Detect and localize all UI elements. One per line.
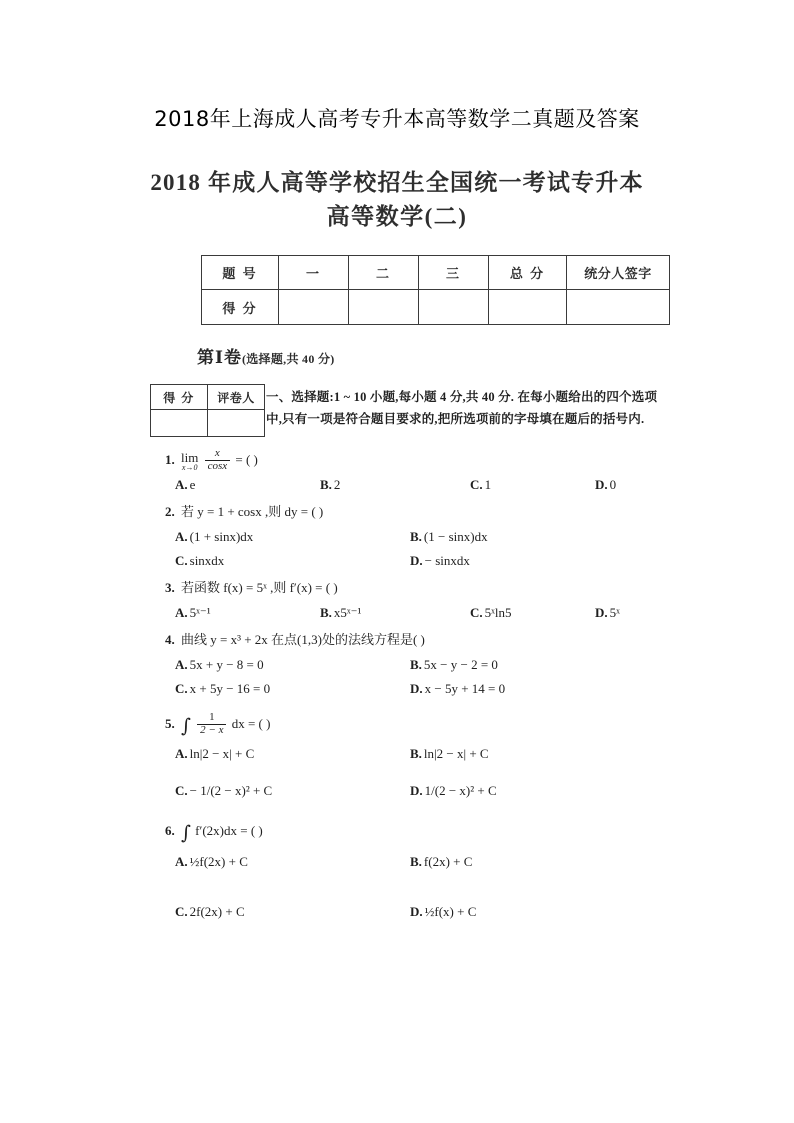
option-b[interactable]	[410, 847, 765, 877]
question-6-text: f′(2x)dx = ( )	[195, 823, 263, 839]
table-row-values	[202, 290, 670, 325]
question-4-number: 4.	[165, 632, 175, 648]
option-b[interactable]	[410, 525, 765, 549]
option-b-text: x5ˣ⁻¹	[333, 605, 362, 621]
option-a-letter: A.	[175, 605, 188, 621]
option-c-letter: C.	[175, 553, 188, 569]
option-b[interactable]	[410, 653, 765, 677]
exam-heading-line2: 高等数学(二)	[326, 204, 468, 229]
option-b-text: 2	[333, 477, 341, 493]
option-d-letter: D.	[410, 553, 423, 569]
option-b-text: ln|2 − x| + C	[423, 746, 489, 762]
option-c[interactable]	[175, 897, 410, 927]
option-d-letter: D.	[595, 605, 608, 621]
option-b-letter: B.	[320, 477, 332, 493]
option-b[interactable]	[320, 473, 340, 497]
option-b-letter: B.	[410, 529, 422, 545]
option-c-letter: C.	[470, 477, 483, 493]
option-d[interactable]	[595, 473, 616, 497]
question-4-options	[165, 653, 765, 701]
option-d-letter: D.	[410, 681, 423, 697]
question-5	[165, 707, 765, 808]
grader-box-score-label: 得 分	[151, 385, 208, 410]
score-cell-3[interactable]	[419, 290, 489, 325]
option-c[interactable]	[175, 549, 410, 573]
question-3-options	[165, 601, 765, 625]
question-2-number: 2.	[165, 504, 175, 520]
option-d-letter: D.	[410, 783, 423, 799]
option-d[interactable]	[595, 601, 620, 625]
option-a-letter: A.	[175, 854, 188, 870]
exam-heading	[0, 168, 794, 233]
option-a[interactable]	[175, 847, 410, 877]
option-b-letter: B.	[410, 746, 422, 762]
option-a[interactable]	[175, 525, 410, 549]
page-title: 2018年上海成人高考专升本高等数学二真题及答案	[154, 107, 640, 131]
score-table-col-3: 三	[419, 256, 489, 290]
option-c-text: x + 5y − 16 = 0	[189, 681, 271, 697]
option-d-text: 5ˣ	[609, 605, 620, 621]
score-table-row-label-2: 得 分	[202, 290, 279, 325]
section-instruction: 一、选择题:1 ~ 10 小题,每小题 4 分,共 40 分. 在每小题给出的四个选项中,只有一项是符合题目要求的,把所选项前的字母填在题后的括号内.	[266, 390, 658, 426]
question-4-text: 曲线 y = x³ + 2x 在点(1,3)处的法线方程是( )	[181, 632, 425, 648]
question-3-text: 若函数 f(x) = 5ˣ ,则 f′(x) = ( )	[181, 580, 338, 596]
option-c-letter: C.	[470, 605, 483, 621]
question-6-stem	[165, 816, 765, 847]
option-d-text: 0	[609, 477, 617, 493]
question-5-stem	[165, 707, 765, 742]
option-c-letter: C.	[175, 783, 188, 799]
score-table-row-label-1: 题 号	[202, 256, 279, 290]
grader-box-score-value[interactable]	[151, 410, 208, 437]
question-1-answer-blank: = ( )	[235, 452, 258, 467]
option-d-text: x − 5y + 14 = 0	[424, 681, 506, 697]
option-b-text: 5x − y − 2 = 0	[423, 657, 498, 673]
option-c[interactable]	[175, 677, 410, 701]
score-table-col-2: 二	[349, 256, 419, 290]
question-3-stem	[165, 575, 765, 601]
option-b-letter: B.	[320, 605, 332, 621]
limit-operator	[181, 451, 198, 472]
option-d-letter: D.	[410, 904, 423, 920]
option-a-text: 5ˣ⁻¹	[189, 605, 211, 621]
question-3-number: 3.	[165, 580, 175, 596]
question-5-text: dx = ( )	[231, 716, 271, 732]
option-a-letter: A.	[175, 657, 188, 673]
fraction-denominator: 2 − x	[200, 723, 224, 736]
score-cell-signature[interactable]	[567, 290, 670, 325]
option-a-text: (1 + sinx)dx	[189, 529, 254, 545]
option-d-letter: D.	[595, 477, 608, 493]
option-c-letter: C.	[175, 904, 188, 920]
table-row-header	[151, 385, 265, 410]
integral-sign: ∫	[181, 715, 191, 738]
option-c-text: 1	[484, 477, 492, 493]
option-a-text: 5x + y − 8 = 0	[189, 657, 264, 673]
question-list	[165, 447, 765, 929]
option-d-text: 1/(2 − x)² + C	[424, 783, 497, 799]
option-c-text: 5ˣln5	[484, 605, 512, 621]
option-d-text: ½f(x) + C	[424, 904, 477, 920]
fraction	[197, 712, 226, 736]
question-2-stem	[165, 499, 765, 525]
question-6-options	[165, 847, 765, 927]
question-2-options	[165, 525, 765, 573]
integral-sign: ∫	[181, 822, 191, 845]
question-1-stem	[165, 447, 765, 473]
question-5-number: 5.	[165, 716, 175, 732]
question-2-text: 若 y = 1 + cosx ,则 dy = ( )	[181, 504, 324, 520]
option-c-text: − 1/(2 − x)² + C	[189, 783, 273, 799]
option-c-text: 2f(2x) + C	[189, 904, 245, 920]
score-table-col-total: 总 分	[489, 256, 567, 290]
section-heading-subtitle: (选择题,共 40 分)	[241, 352, 335, 366]
option-a-letter: A.	[175, 529, 188, 545]
score-cell-total[interactable]	[489, 290, 567, 325]
option-d[interactable]	[410, 549, 765, 573]
grader-box-grader-label: 评卷人	[208, 385, 265, 410]
question-6	[165, 816, 765, 927]
option-b-letter: B.	[410, 657, 422, 673]
score-table	[201, 255, 670, 325]
limit-lim-text: lim	[181, 449, 199, 465]
option-b-text: f(2x) + C	[423, 854, 473, 870]
question-4	[165, 627, 765, 701]
question-6-number: 6.	[165, 823, 175, 839]
fraction-numerator: x	[205, 448, 231, 461]
option-c[interactable]	[470, 473, 491, 497]
question-1-number: 1.	[165, 452, 175, 467]
score-table-col-signature: 统分人签字	[567, 256, 670, 290]
table-row-values	[151, 410, 265, 437]
limit-subscript: x→0	[181, 462, 198, 472]
fraction-denominator: cosx	[207, 459, 228, 472]
score-cell-2[interactable]	[349, 290, 419, 325]
option-b-letter: B.	[410, 854, 422, 870]
option-b[interactable]	[320, 601, 361, 625]
table-row-header	[202, 256, 670, 290]
option-a[interactable]	[175, 601, 211, 625]
option-d[interactable]	[410, 677, 765, 701]
option-a[interactable]	[175, 473, 195, 497]
section-heading	[197, 343, 335, 368]
score-cell-1[interactable]	[279, 290, 349, 325]
option-c[interactable]	[470, 601, 512, 625]
question-4-stem	[165, 627, 765, 653]
fraction	[205, 448, 231, 472]
option-c-letter: C.	[175, 681, 188, 697]
option-b-text: (1 − sinx)dx	[423, 529, 488, 545]
grader-box	[150, 384, 265, 437]
exam-heading-line1: 2018 年成人高等学校招生全国统一考试专升本	[150, 170, 644, 195]
question-1	[165, 447, 765, 497]
option-a-text: ln|2 − x| + C	[189, 746, 255, 762]
option-d[interactable]	[410, 897, 765, 927]
option-c-text: sinxdx	[189, 553, 225, 569]
option-a[interactable]	[175, 742, 410, 766]
fraction-numerator: 1	[197, 712, 226, 725]
question-3	[165, 575, 765, 625]
grader-box-grader-value[interactable]	[208, 410, 265, 437]
option-d[interactable]	[410, 774, 765, 808]
option-a-text: e	[189, 477, 196, 493]
score-table-col-1: 一	[279, 256, 349, 290]
option-a-letter: A.	[175, 746, 188, 762]
option-d-text: − sinxdx	[424, 553, 470, 569]
option-c[interactable]	[175, 774, 410, 808]
question-2	[165, 499, 765, 573]
question-1-options	[165, 473, 765, 497]
option-b[interactable]	[410, 742, 765, 766]
option-a[interactable]	[175, 653, 410, 677]
option-a-letter: A.	[175, 477, 188, 493]
option-a-text: ½f(2x) + C	[189, 854, 248, 870]
question-5-options	[165, 742, 765, 808]
section-heading-title: 第Ⅰ卷	[197, 348, 242, 367]
